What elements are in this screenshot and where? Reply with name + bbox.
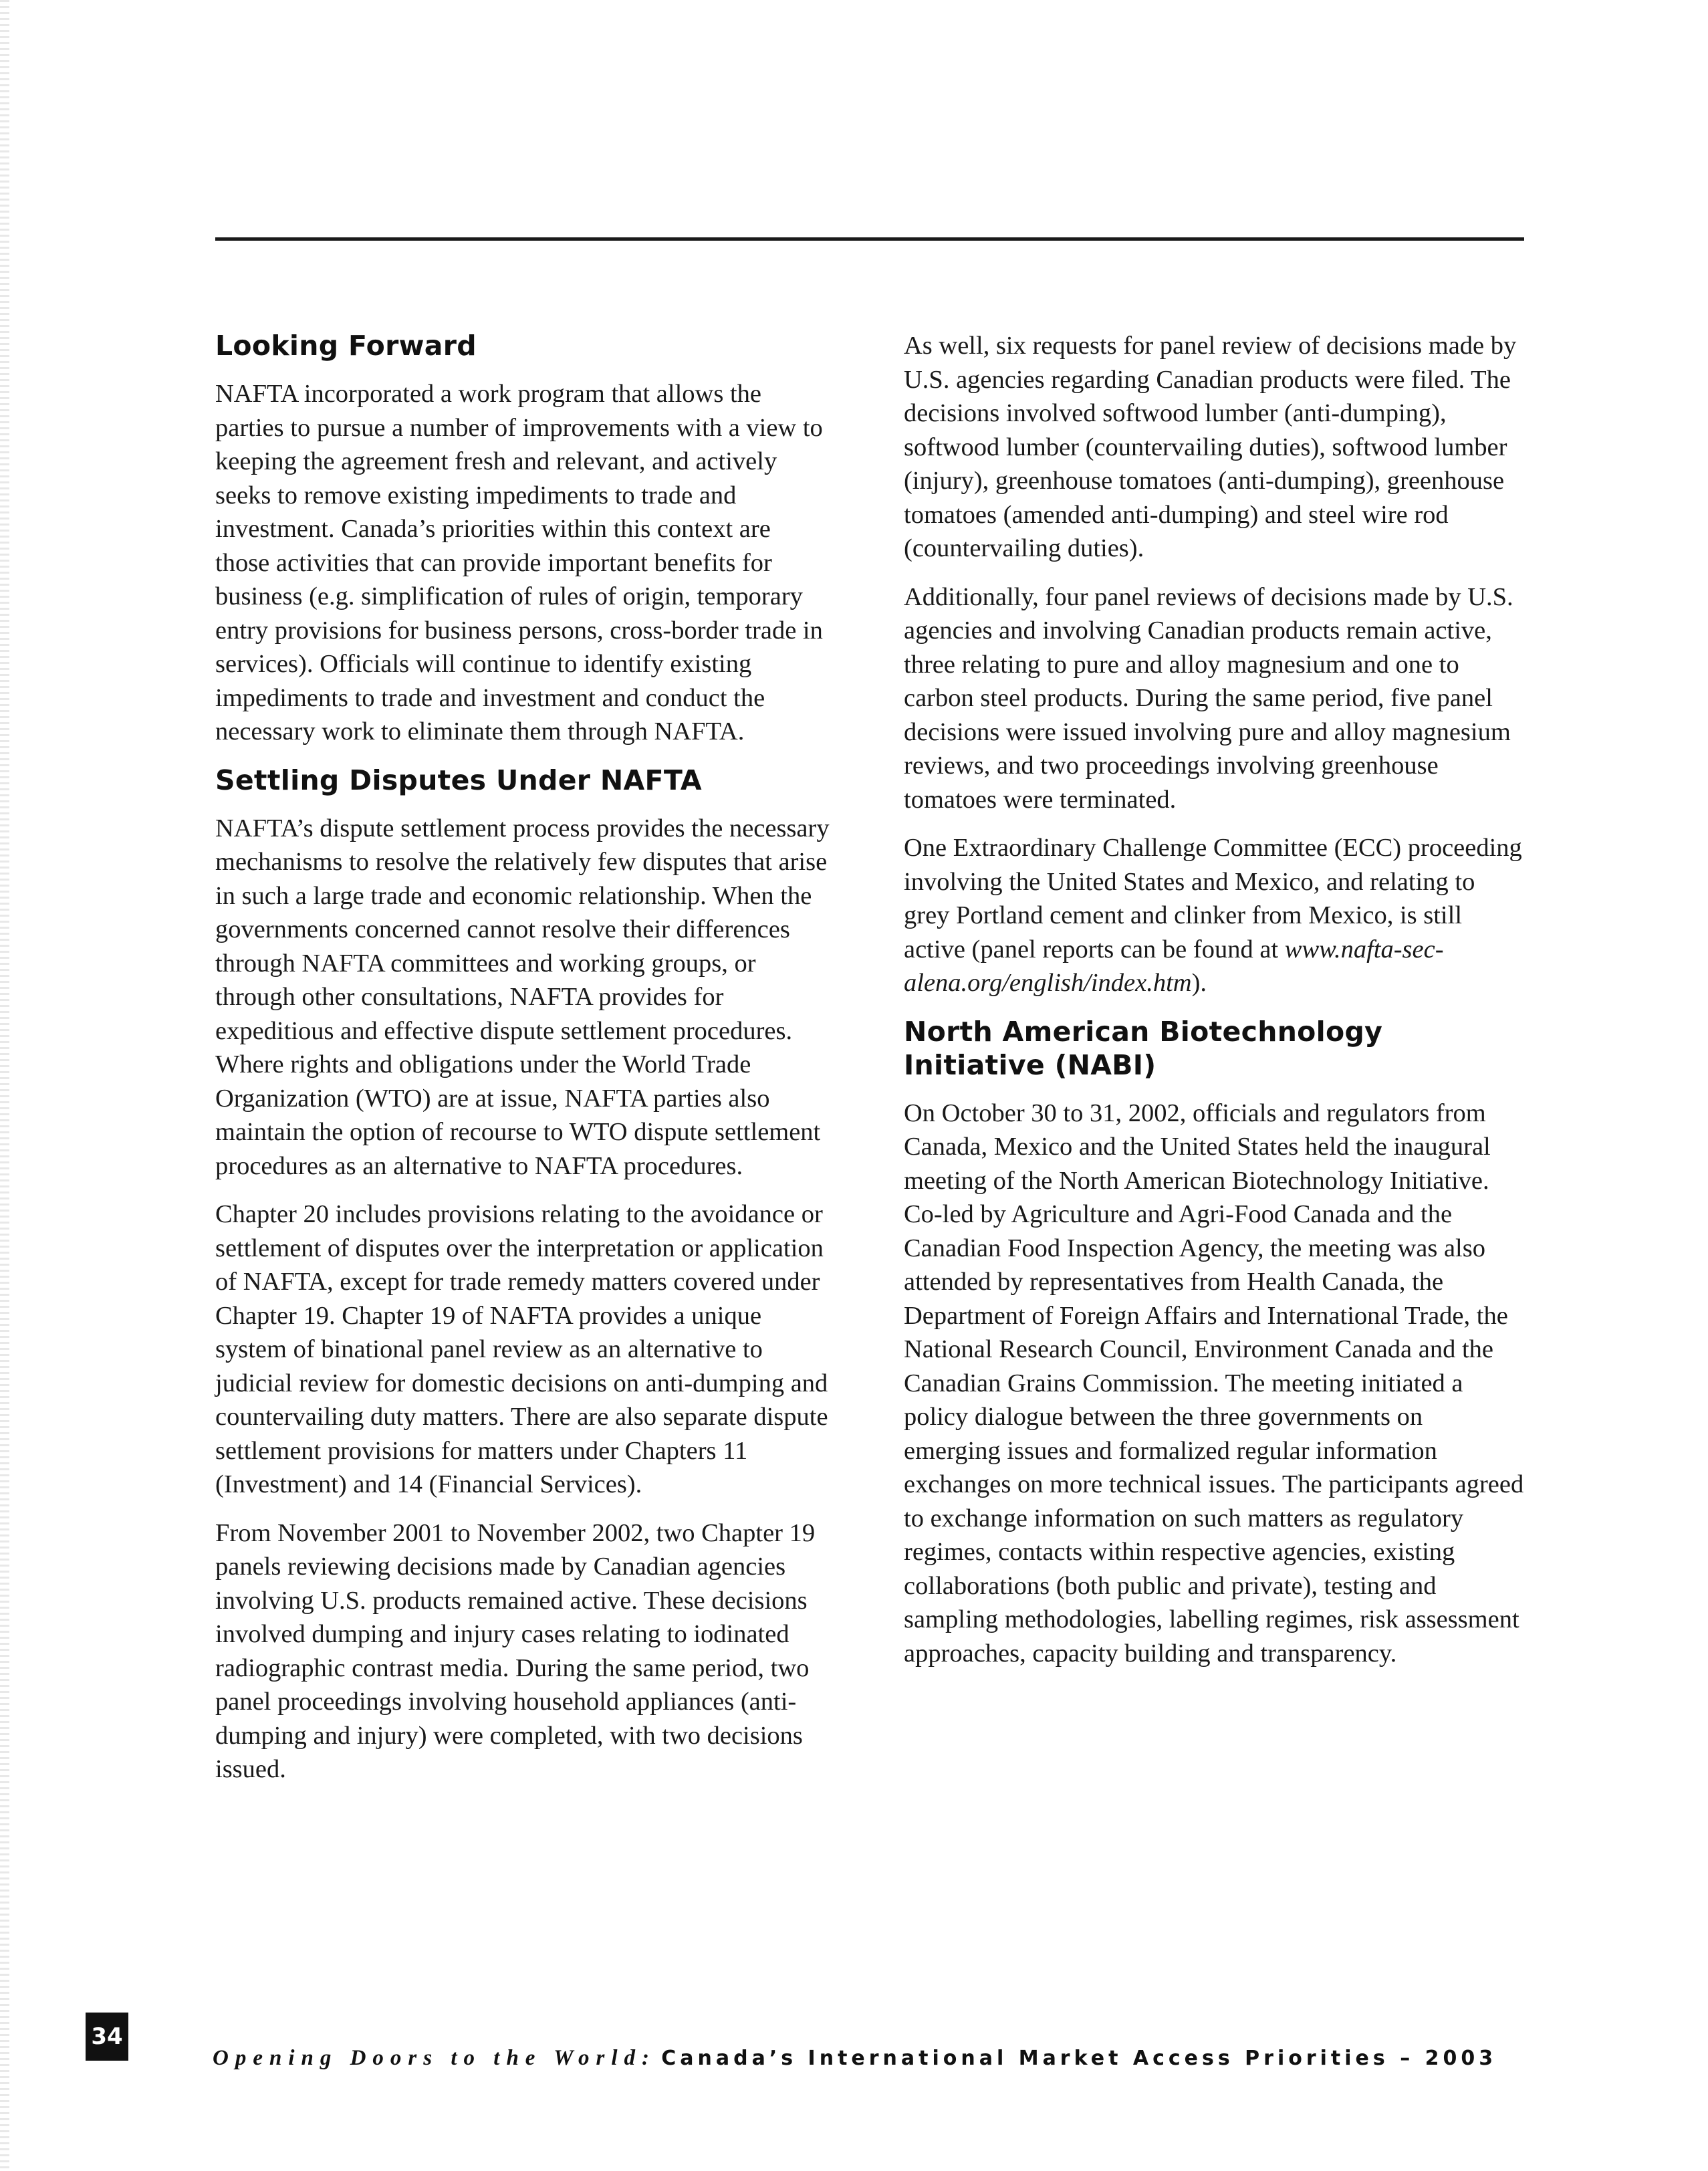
paragraph-chapter-19-panels: From November 2001 to November 2002, two Chapter 19 panels reviewing decisions made by Canadian agencies involving U.S. products remained active. These decisions involved dumping and injury cases relating to iodinated radiographic contrast media. During the same period, two panel proceedings involving household appliances (anti-dumping and injury) were completed, with two decisions issued. <box>215 1518 816 1783</box>
heading-nabi-line2: Initiative (NABI) <box>904 1048 1156 1081</box>
ecc-text-prefix: One Extraordinary Challenge Committee (ECC) proceeding involving the United States and Mexico, and relating to grey Portland cement and clinker from Mexico, is still active (panel reports can be found at <box>904 834 1522 963</box>
scan-edge-artifact <box>0 0 9 2171</box>
paragraph-nabi: On October 30 to 31, 2002, officials and regulators from Canada, Mexico and the United States held the inaugural meeting of the North American Biotechnology Initiative. Co-led by Agriculture and Agri-Food Canada and the Canadian Food Inspection Agency, the meeting was also attended by representatives from Health Canada, the Department of Foreign Affairs and International Trade, the National Research Council, Environment Canada and the Canadian Grains Commission. The meeting initiated a policy dialogue between the three governments on emerging issues and formalized regular information exchanges on more technical issues. The participants agreed to exchange information on such matters as regulatory regimes, contacts within respective agencies, existing collaborations (both public and private), testing and sampling methodologies, labelling regimes, risk assessment approaches, capacity building and transparency. <box>904 1099 1524 1668</box>
heading-settling-disputes: Settling Disputes Under NAFTA <box>215 764 702 796</box>
paragraph-panel-requests: As well, six requests for panel review of decisions made by U.S. agencies regarding Canadian products were filed. The decisions involved softwood lumber (anti-dumping), softwood lumber (countervailing duties), softwood lumber (injury), greenhouse tomatoes (anti-dumping), greenhouse tomatoes (amended anti-dumping) and steel wire rod (countervailing duties). <box>904 332 1517 562</box>
heading-looking-forward: Looking Forward <box>215 330 477 362</box>
ecc-text-suffix: ). <box>1191 969 1207 997</box>
paragraph-chapter-20: Chapter 20 includes provisions relating to the avoidance or settlement of disputes over the interpretation or application of NAFTA, except for trade remedy matters covered under Chapter 19. Chapter 19 of NAFTA provides a unique system of binational panel review as an alternative to judicial review for domestic decisions on anti-dumping and countervailing duty matters. There are also separate dispute settlement provisions for matters under Chapters 11 (Investment) and 14 (Financial Services). <box>215 1200 828 1498</box>
heading-nabi-line1: North American Biotechnology <box>904 1015 1383 1048</box>
footer-title-bold: Canada’s International Market Access Priorities – 2003 <box>661 2047 1497 2070</box>
top-rule <box>215 237 1524 241</box>
heading-nabi <box>904 1015 1526 1082</box>
paragraph-panel-reviews: Additionally, four panel reviews of decisions made by U.S. agencies and involving Canadian products remain active, three relating to pure and alloy magnesium and one to carbon steel products. During the same period, five panel decisions were issued involving pure and alloy magnesium reviews, and two proceedings involving greenhouse tomatoes were terminated. <box>904 582 1513 814</box>
paragraph-dispute-process: NAFTA’s dispute settlement process provides the necessary mechanisms to resolve the relatively few disputes that arise in such a large trade and economic relationship. When the governments concerned cannot resolve their differences through NAFTA committees and working groups, or through other consultations, NAFTA provides for expeditious and effective dispute settlement procedures. Where rights and obligations under the World Trade Organization (WTO) are at issue, NAFTA parties also maintain the option of recourse to WTO dispute settlement procedures as an alternative to NAFTA procedures. <box>215 814 830 1180</box>
left-column <box>215 329 830 1801</box>
nafta-secretariat-link[interactable]: www.nafta-sec-alena.org/english/index.htm <box>904 935 1444 997</box>
running-footer <box>213 2046 1497 2071</box>
paragraph-looking-forward: NAFTA incorporated a work program that allows the parties to pursue a number of improvements with a view to keeping the agreement fresh and relevant, and actively seeks to remove existing impediments to trade and investment. Canada’s priorities within this context are those activities that can provide important benefits for business (e.g. simplification of rules of origin, temporary entry provisions for business persons, cross-border trade in services). Officials will continue to identify existing impediments to trade and investment and conduct the necessary work to eliminate them through NAFTA. <box>215 380 823 746</box>
page-number: 34 <box>86 2013 128 2061</box>
right-column <box>904 329 1526 1685</box>
paragraph-ecc <box>904 831 1526 1000</box>
footer-title-italic: Opening Doors to the World: <box>213 2046 656 2070</box>
